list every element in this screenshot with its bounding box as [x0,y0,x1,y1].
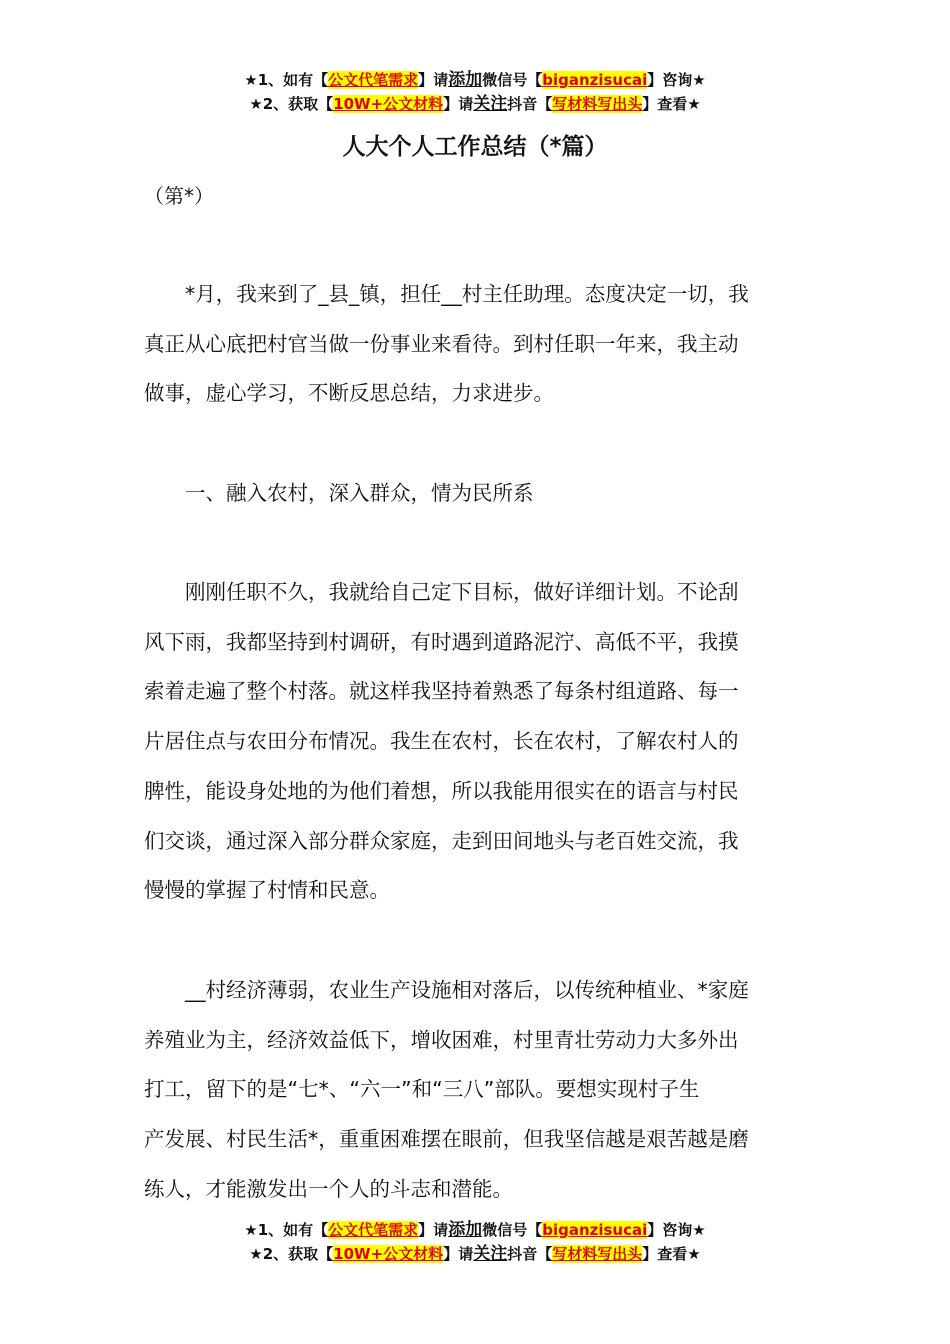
banner-line-2 [0,1242,950,1266]
text: 】查看★ [642,1245,701,1263]
text: 】咨询★ [647,71,706,89]
highlight-text: 10W+公文材料 [333,1245,444,1263]
paragraph-3 [144,966,814,1215]
banner-line-2 [0,92,950,116]
text: 微信号【 [482,71,543,89]
text-line: 打工，留下的是“七*、“六一”和“三八”部队。要想实现村子生 [144,1077,700,1102]
text-line: 练人，才能激发出一个人的斗志和潜能。 [144,1176,513,1201]
underlined-text: 关注 [473,1244,508,1264]
text: 抖音【 [507,95,553,113]
text-line: 养殖业为主，经济效益低下，增收困难，村里青壮劳动力大多外出 [144,1027,739,1052]
text: ★2、获取【 [249,95,334,113]
text: 】咨询★ [647,1221,706,1239]
highlight-text: 公文代笔需求 [328,1221,419,1239]
underlined-text: 关注 [473,94,508,114]
text-line: 一、融入农村，深入群众，情为民所系 [144,481,534,505]
paragraph-1 [144,270,814,419]
text-line: 风下雨，我都坚持到村调研，有时遇到道路泥泞、高低不平，我摸 [144,629,739,654]
text-line: *月，我来到了_县_镇，担任__村主任助理。态度决定一切，我 [144,282,749,306]
text-line: 做事，虚心学习，不断反思总结，力求进步。 [144,381,554,406]
text-line: 脾性，能设身处地的为他们着想，所以我能用很实在的语言与村民 [144,778,739,803]
text-line: 索着走遍了整个村落。就这样我坚持着熟悉了每条村组道路、每一 [144,679,739,704]
highlight-text: 公文代笔需求 [328,71,419,89]
text: ★1、如有【 [244,71,329,89]
text-line: 慢慢的掌握了村情和民意。 [144,878,390,903]
text: 】请 [443,1245,474,1263]
douyin-id: 写材料写出头 [552,95,643,113]
document-subtitle: （第*） [144,184,214,208]
text-line: __村经济薄弱，农业生产设施相对落后，以传统种植业、*家庭 [144,978,749,1002]
document-title: 人大个人工作总结（*篇） [342,134,608,160]
section-heading [144,469,814,519]
banner-line-1 [0,1218,950,1242]
douyin-id: 写材料写出头 [552,1245,643,1263]
text: 】请 [443,95,474,113]
wechat-id: biganzisucai [542,71,648,89]
text: 抖音【 [507,1245,553,1263]
underlined-text: 添加 [448,1220,483,1240]
text: 】请 [418,71,449,89]
text: ★1、如有【 [244,1221,329,1239]
text-line: 刚刚任职不久，我就给自己定下目标，做好详细计划。不论刮 [144,580,739,604]
text: ★2、获取【 [249,1245,334,1263]
text: 微信号【 [482,1221,543,1239]
text: 】查看★ [642,95,701,113]
text-line: 片居住点与农田分布情况。我生在农村，长在农村，了解农村人的 [144,729,739,754]
text: 】请 [418,1221,449,1239]
text-line: 真正从心底把村官当做一份事业来看待。到村任职一年来，我主动 [144,331,739,356]
underlined-text: 添加 [448,70,483,90]
wechat-id: biganzisucai [542,1221,648,1239]
highlight-text: 10W+公文材料 [333,95,444,113]
header-banner [0,68,950,116]
text-line: 们交谈，通过深入部分群众家庭，走到田间地头与老百姓交流，我 [144,828,739,853]
text-line: 产发展、村民生活*，重重困难摆在眼前，但我坚信越是艰苦越是磨 [144,1127,749,1152]
paragraph-2 [144,568,814,916]
footer-banner [0,1218,950,1266]
banner-line-1 [0,68,950,92]
